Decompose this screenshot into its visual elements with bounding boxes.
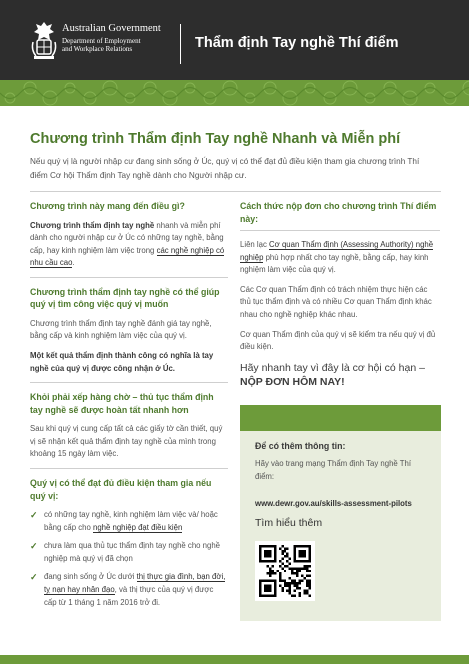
checkmark-icon: ✓	[30, 541, 38, 552]
offer-heading: Chương trình này mang đến điều gì?	[30, 201, 185, 211]
assessing-authority-link[interactable]: Cơ quan Thẩm định (Assessing Authority) nghề nghiệp	[240, 240, 434, 262]
eligible-occupation-link[interactable]: nghề nghiệp đạt điều kiện	[93, 522, 183, 532]
how-to-apply-heading: Cách thức nộp đơn cho chương trình Thí điểm này:	[240, 201, 437, 224]
eligibility-item-3-text: đang sinh sống ở Úc dưới	[44, 572, 137, 582]
list-item	[30, 509, 228, 534]
checkmark-icon: ✓	[30, 510, 38, 521]
info-box-description: Hãy vào trang mạng Thẩm định Tay nghề Thí điểm:	[255, 459, 412, 481]
left-column	[30, 200, 228, 615]
apply-contact-text: phù hợp nhất cho tay nghề, bằng cấp, hay kinh nghiệm làm việc của quý vị.	[240, 252, 429, 275]
callout-text: Hãy nhanh tay vì đây là cơ hội có hạn –	[240, 361, 425, 374]
logo-department-line2: and Workplace Relations	[62, 45, 133, 54]
right-column	[240, 200, 440, 389]
section-divider	[30, 277, 228, 278]
no-queue-heading: Khỏi phải xếp hàng chờ – thủ tục thẩm định tay nghề sẽ được hoàn tất nhanh hơn	[30, 392, 214, 415]
job-help-bold: Một kết quả thẩm định thành công có nghĩa là tay nghề của quý vị được công nhận ở Úc.	[30, 351, 214, 373]
section-divider	[30, 382, 228, 383]
offer-text	[30, 220, 228, 270]
assessing-authorities-text: Các Cơ quan Thẩm định có trách nhiệm thực hiện các thủ tục thẩm định và có nhiều Cơ quan Thẩm định khác nhau cho nghề nghiệp khác nhau.	[240, 284, 432, 319]
header-divider	[180, 24, 181, 64]
page-header-title: Thẩm định Tay nghề Thí điểm	[195, 35, 399, 51]
offer-body: nhanh và miễn phí dành cho người nhập cư ở Úc có những tay nghề, bằng cấp, hay kinh nghiệm làm việc trong	[30, 220, 224, 255]
footer-band	[0, 655, 469, 664]
job-help-heading: Chương trình thẩm định tay nghề có thể giúp quý vị tìm công việc quý vị muốn	[30, 286, 220, 310]
no-queue-text: Sau khi quý vị cung cấp tất cả các giấy tờ cần thiết, quý vị sẽ nhận kết quả thẩm định tay nghề của mình trong khoảng 15 ngày làm việc.	[30, 424, 223, 459]
section-divider	[30, 468, 228, 469]
checkmark-icon: ✓	[30, 572, 38, 583]
more-info-box	[240, 405, 441, 621]
main-title: Chương trình Thẩm định Tay nghề Nhanh và Miễn phí	[30, 131, 401, 147]
apply-step-contact	[240, 239, 440, 277]
list-item	[30, 540, 228, 565]
coat-of-arms-icon	[30, 20, 58, 62]
pilot-website-link[interactable]: www.dewr.gov.au/skills-assessment-pilots	[255, 499, 412, 508]
high-demand-occupations-link[interactable]: các nghề nghiệp có nhu cầu cao	[30, 245, 225, 268]
section-divider	[240, 230, 440, 231]
logo-text	[62, 23, 161, 54]
offer-end: .	[72, 258, 75, 268]
qr-code-icon[interactable]	[255, 541, 315, 601]
job-help-text: Chương trình thẩm định tay nghề đánh giá tay nghề, bằng cấp và kinh nghiệm làm việc của quý vị.	[30, 318, 212, 341]
eligibility-item-1-text: có những tay nghề, kinh nghiệm làm việc và/ hoặc bằng cấp cho	[44, 510, 218, 532]
eligibility-list	[30, 509, 228, 609]
apply-contact-prefix: Liên lạc	[240, 240, 270, 249]
header-bar	[0, 0, 469, 80]
logo-government: Australian Government	[62, 23, 161, 34]
eligibility-item-2-text: chưa làm qua thủ tục thẩm định tay nghề cho nghề nghiệp mà quý vị đã chọn	[44, 541, 221, 563]
visa-types-link[interactable]: thị thực gia đình, bạn đời, tỵ nạn hay nhân đạo	[44, 572, 226, 594]
eligibility-heading: Quý vị có thể đạt đủ điều kiện tham gia nếu quý vị:	[30, 478, 212, 501]
apply-today-callout	[240, 361, 440, 389]
decorative-pattern-band	[0, 80, 469, 106]
government-logo	[30, 20, 180, 66]
logo-department: Department of Employment	[62, 37, 141, 46]
callout-bold: NỘP ĐƠN HÔM NAY!	[240, 375, 345, 388]
intro-text: Nếu quý vị là người nhập cư đang sinh sống ở Úc, quý vị có thể đạt đủ điều kiện tham gia chương trình Thí điểm Cơ hội Thẩm định Tay nghề dành cho Người nhập cư.	[30, 157, 420, 180]
info-box-header	[240, 405, 441, 431]
offer-bold: Chương trình thẩm định tay nghề	[30, 220, 155, 230]
list-item	[30, 571, 228, 609]
learn-more-label: Tìm hiểu thêm	[255, 517, 323, 529]
section-divider	[30, 191, 441, 192]
info-box-title: Để có thêm thông tin:	[255, 441, 346, 451]
eligibility-item-3-end: , và thị thực của quý vị được cấp từ 1 tháng 1 năm 2016 trở đi.	[44, 585, 214, 607]
eligibility-check-text: Cơ quan Thẩm định của quý vị sẽ kiểm tra nếu quý vị đủ điều kiện.	[240, 329, 436, 352]
